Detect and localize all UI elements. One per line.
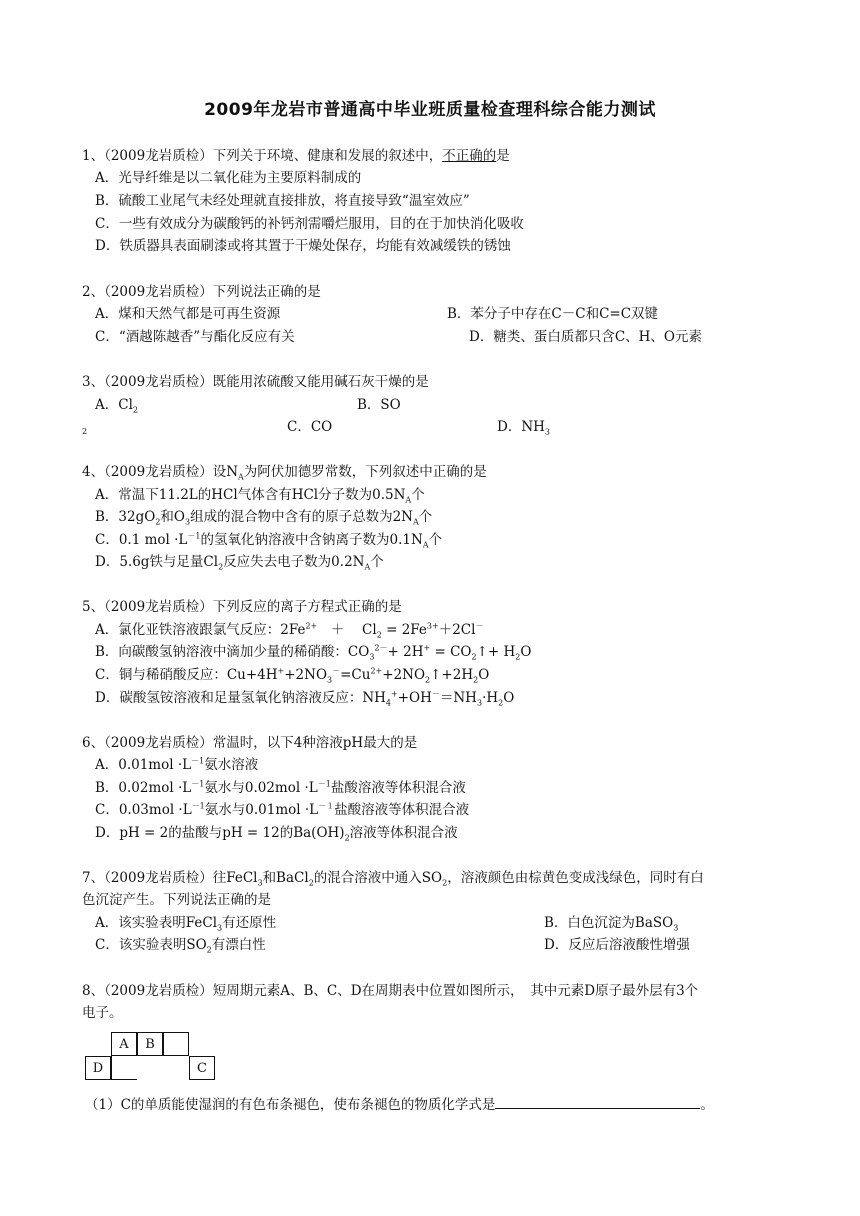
q3-option-d: D．$NH_3$ [497,419,551,437]
q3-option-a: A．$Cl_2$ [95,397,138,415]
q5-option-a: A．氯化亚铁溶液跟氯气反应：$2Fe^{2+}$ ＋ $Cl_2 = 2Fe^{3+}+2Cl^-$ [95,621,484,640]
q3-option-b-subscript: 2 [82,427,88,436]
q3-option-c: C．CO [287,419,333,435]
q3-option-b: B．SO [357,397,401,413]
q2-option-d: D．糖类、蛋白质都只含C、H、O元素 [469,329,702,345]
q6-option-d: D．pH = 2的盐酸与pH = 12的$Ba(OH)_2$溶液等体积混合液 [95,825,458,843]
q6-stem: 6、（2009龙岩质检）常温时，以下4种溶液pH最大的是 [82,735,418,751]
q7-stem: 7、（2009龙岩质检）往FeCl$_3$和BaCl$_2$的混合溶液中通入$SO_2$，溶液颜色由棕黄色变成浅绿色，同时有白 [82,870,704,888]
q3-stem: 3、（2009龙岩质检）既能用浓硫酸又能用碱石灰干燥的是 [82,374,429,390]
q5-option-d: D．碳酸氢铵溶液和足量氢氧化钠溶液反应：$NH_4^++OH^-=NH_3\cdot H_2O$ [95,689,515,708]
page-title: 2009年龙岩市普通高中毕业班质量检查理科综合能力测试 [204,100,656,120]
q6-option-b: B．$0.02mol \cdot L^{-1}$氨水与$0.02mol \cdot L^{-1}$盐酸溶液等体积混合液 [95,779,466,796]
q4-option-a: A．常温下11.2L的HCl气体含有HCl分子数为$0.5N_A$个 [95,487,425,505]
table-cell-b: B [137,1032,163,1056]
q1-option-c: C．一些有效成分为碳酸钙的补钙剂需嚼烂服用，目的在于加快消化吸收 [95,216,524,232]
q6-option-a: A．$0.01mol \cdot L^{-1}$氨水溶液 [95,756,259,773]
q1-option-d: D．铁质器具表面刷漆或将其置于干燥处保存，均能有效减缓铁的锈蚀 [95,238,511,254]
q1-option-a: A．光导纤维是以二氧化硅为主要原料制成的 [95,170,362,186]
q1-option-b: B．硫酸工业尾气未经处理就直接排放，将直接导致“温室效应” [95,193,470,209]
q2-option-b: B．苯分子中存在C－C和C=C双键 [447,306,659,322]
q1-stem [82,147,510,165]
table-cell-d: D [85,1056,111,1080]
q1-stem-text: 1、（2009龙岩质检）下列关于环境、健康和发展的叙述中， [82,148,443,164]
answer-blank[interactable] [495,1096,700,1109]
q8-subquestion-1: （1）C的单质能使湿润的有色布条褪色，使布条褪色的物质化学式是 。 [85,1097,714,1113]
table-cell-empty [163,1032,189,1056]
q5-option-b: B．向碳酸氢钠溶液中滴加少量的稀硝酸：$CO_3^{2-}+ 2H^+$ = $CO_2↑+ H_2O$ [95,643,532,662]
q8-stem: 8、（2009龙岩质检）短周期元素A、B、C、D在周期表中位置如图所示， 其中元素D原子最外层有3个 [82,983,699,999]
q8-stem-line2: 电子。 [82,1005,123,1021]
q1-stem-end: 是 [496,148,510,164]
q6-option-c: C．$0.03mol \cdot L^{-1}$氨水与$0.01mol \cdot L^{-1}$盐酸溶液等体积混合液 [95,801,470,818]
q4-option-d: D．5.6g铁与足量$Cl_2$反应失去电子数为$0.2N_A$个 [95,554,384,572]
q7-stem-line2: 色沉淀产生。下列说法正确的是 [82,892,271,908]
q5-stem: 5、（2009龙岩质检）下列反应的离子方程式正确的是 [82,599,402,615]
q7-option-d: D．反应后溶液酸性增强 [544,937,690,953]
q2-option-a: A．煤和天然气都是可再生资源 [95,306,281,322]
q7-option-b: B．白色沉淀为BaSO$_3$ [544,915,679,933]
q4-stem: 4、（2009龙岩质检）设$N_A$为阿伏加德罗常数，下列叙述中正确的是 [82,464,487,482]
table-cell-c: C [189,1056,215,1080]
q2-stem: 2、（2009龙岩质检）下列说法正确的是 [82,284,321,300]
q7-option-c: C．该实验表明$SO_2$有漂白性 [95,937,266,955]
q5-option-c: C．铜与稀硝酸反应：$Cu+4H^++2NO_3^-=Cu^{2+}+2NO_2↑+2H_2O$ [95,666,490,685]
q2-option-c: C．“酒越陈越香”与酯化反应有关 [95,329,295,345]
q4-option-c: C．0.1 mol $\cdot L^{-1}$的氢氧化钠溶液中含钠离子数为$0.1N_A$个 [95,531,443,550]
q7-option-a: A．该实验表明FeCl$_3$有还原性 [95,915,277,933]
table-cell-a: A [111,1032,137,1056]
q4-option-b: B．$32gO_2$和$O_3$组成的混合物中含有的原子总数为$2N_A$个 [95,509,433,527]
table-bottom-gap-left [111,1056,137,1080]
q1-underline: 不正确的 [442,148,497,164]
